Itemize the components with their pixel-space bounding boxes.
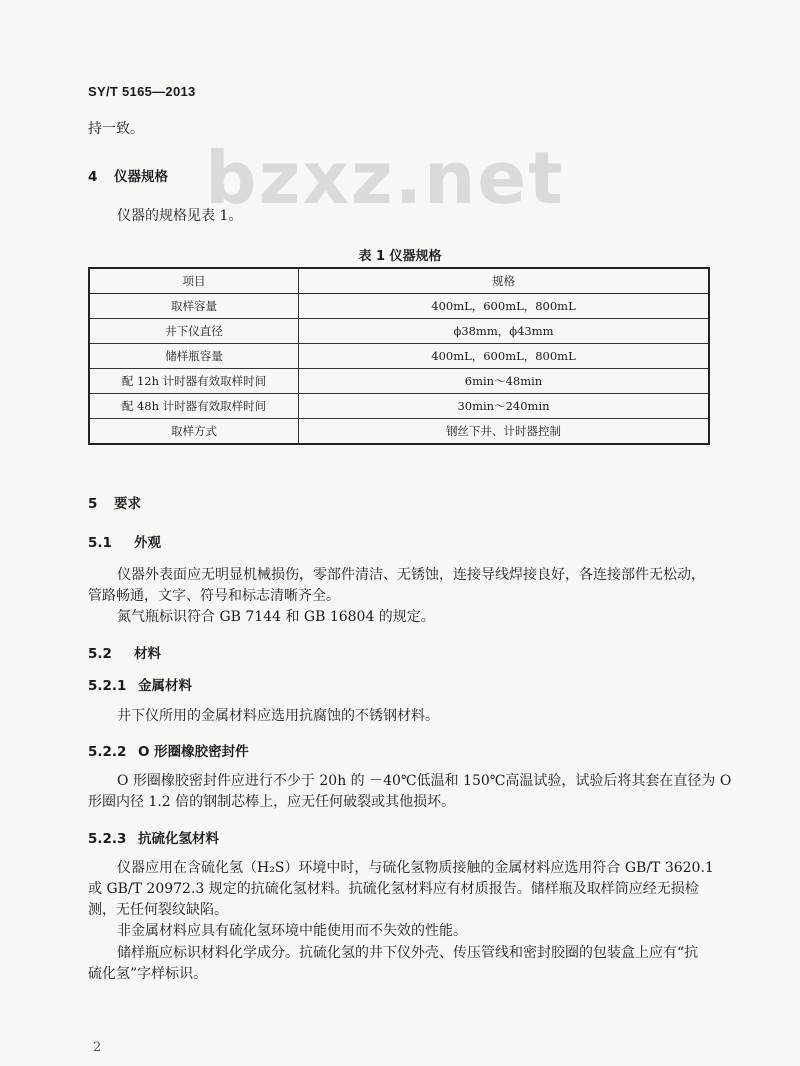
section-title: 要求 bbox=[114, 496, 141, 512]
section-5-2-3-heading bbox=[88, 827, 219, 847]
paragraph-line: 仪器外表面应无明显机械损伤，零部件清洁、无锈蚀，连接导线焊接良好，各连接部件无松动， bbox=[117, 567, 705, 583]
continuation-text: 持一致。 bbox=[88, 121, 144, 137]
table-cell: 配 48h 计时器有效取样时间 bbox=[89, 394, 299, 419]
paragraph-line: 测，无任何裂纹缺陷。 bbox=[88, 902, 228, 918]
paragraph-line: 形圈内径 1.2 倍的钢制芯棒上，应无任何破裂或其他损坏。 bbox=[88, 794, 456, 810]
paragraph-line: 管路畅通，文字、符号和标志清晰齐全。 bbox=[88, 588, 340, 604]
table-cell: 400mL，600mL，800mL bbox=[299, 344, 710, 369]
section-title: 外观 bbox=[134, 535, 161, 551]
paragraph-line: 或 GB/T 20972.3 规定的抗硫化氢材料。抗硫化氢材料应有材质报告。储样瓶及取样筒应经无损检 bbox=[88, 881, 699, 897]
section-number: 5.2.1 bbox=[88, 678, 127, 694]
table-row bbox=[89, 394, 709, 419]
table-cell: 井下仪直径 bbox=[89, 319, 299, 344]
table-cell: 6min～48min bbox=[299, 369, 710, 394]
section-number: 5.2.3 bbox=[88, 831, 127, 847]
watermark: bzxz.net bbox=[205, 136, 565, 220]
section-5-2-heading bbox=[88, 642, 161, 662]
table-cell: 配 12h 计时器有效取样时间 bbox=[89, 369, 299, 394]
standard-code: SY/T 5165—2013 bbox=[88, 84, 196, 99]
table-header-cell: 项目 bbox=[89, 268, 299, 294]
section-number: 5.2 bbox=[88, 646, 112, 662]
table-cell: 30min～240min bbox=[299, 394, 710, 419]
table-row bbox=[89, 344, 709, 369]
table-row bbox=[89, 369, 709, 394]
paragraph-line: 井下仪所用的金属材料应选用抗腐蚀的不锈钢材料。 bbox=[117, 708, 439, 724]
paragraph-line: O 形圈橡胶密封件应进行不少于 20h 的 －40℃低温和 150℃高温试验，试验后将其套在直径为 O bbox=[117, 773, 732, 789]
section-title: 抗硫化氢材料 bbox=[138, 831, 219, 847]
table-header-cell: 规格 bbox=[299, 268, 710, 294]
section-title: 仪器规格 bbox=[114, 169, 168, 185]
table-cell: 取样容量 bbox=[89, 294, 299, 319]
section-number: 5.1 bbox=[88, 535, 112, 551]
table-cell: 钢丝下井、计时器控制 bbox=[299, 419, 710, 445]
paragraph-line: 非金属材料应具有硫化氢环境中能使用而不失效的性能。 bbox=[117, 923, 467, 939]
section-number: 4 bbox=[88, 169, 98, 185]
table-caption: 表 1 仪器规格 bbox=[358, 249, 442, 264]
paragraph-line: 硫化氢”字样标识。 bbox=[88, 966, 208, 982]
paragraph-line: 储样瓶应标识材料化学成分。抗硫化氢的井下仪外壳、传压管线和密封胶圈的包装盒上应有“抗 bbox=[117, 945, 699, 961]
paragraph-line: 仪器应用在含硫化氢（H₂S）环境中时，与硫化氢物质接触的金属材料应选用符合 GB/T 3620.1 bbox=[117, 860, 714, 876]
table-cell: 400mL，600mL，800mL bbox=[299, 294, 710, 319]
section-5-2-1-heading bbox=[88, 674, 192, 694]
section-number: 5 bbox=[88, 496, 98, 512]
table-header-row bbox=[89, 268, 709, 294]
section-4-intro: 仪器的规格见表 1。 bbox=[117, 208, 243, 224]
page-number: 2 bbox=[93, 1040, 102, 1055]
spec-table bbox=[88, 267, 710, 445]
section-number: 5.2.2 bbox=[88, 744, 127, 760]
table-row bbox=[89, 419, 709, 445]
section-5-2-2-heading bbox=[88, 740, 249, 760]
section-4-heading bbox=[88, 165, 168, 185]
table-cell: 取样方式 bbox=[89, 419, 299, 445]
section-5-1-heading bbox=[88, 531, 161, 551]
section-title: 金属材料 bbox=[138, 678, 192, 694]
section-5-heading bbox=[88, 492, 141, 512]
table-cell: ϕ38mm，ϕ43mm bbox=[299, 319, 710, 344]
section-title: 材料 bbox=[134, 646, 161, 662]
table-row bbox=[89, 319, 709, 344]
table-row bbox=[89, 294, 709, 319]
section-title: O 形圈橡胶密封件 bbox=[138, 744, 249, 760]
paragraph-line: 氮气瓶标识符合 GB 7144 和 GB 16804 的规定。 bbox=[117, 609, 435, 625]
table-cell: 储样瓶容量 bbox=[89, 344, 299, 369]
